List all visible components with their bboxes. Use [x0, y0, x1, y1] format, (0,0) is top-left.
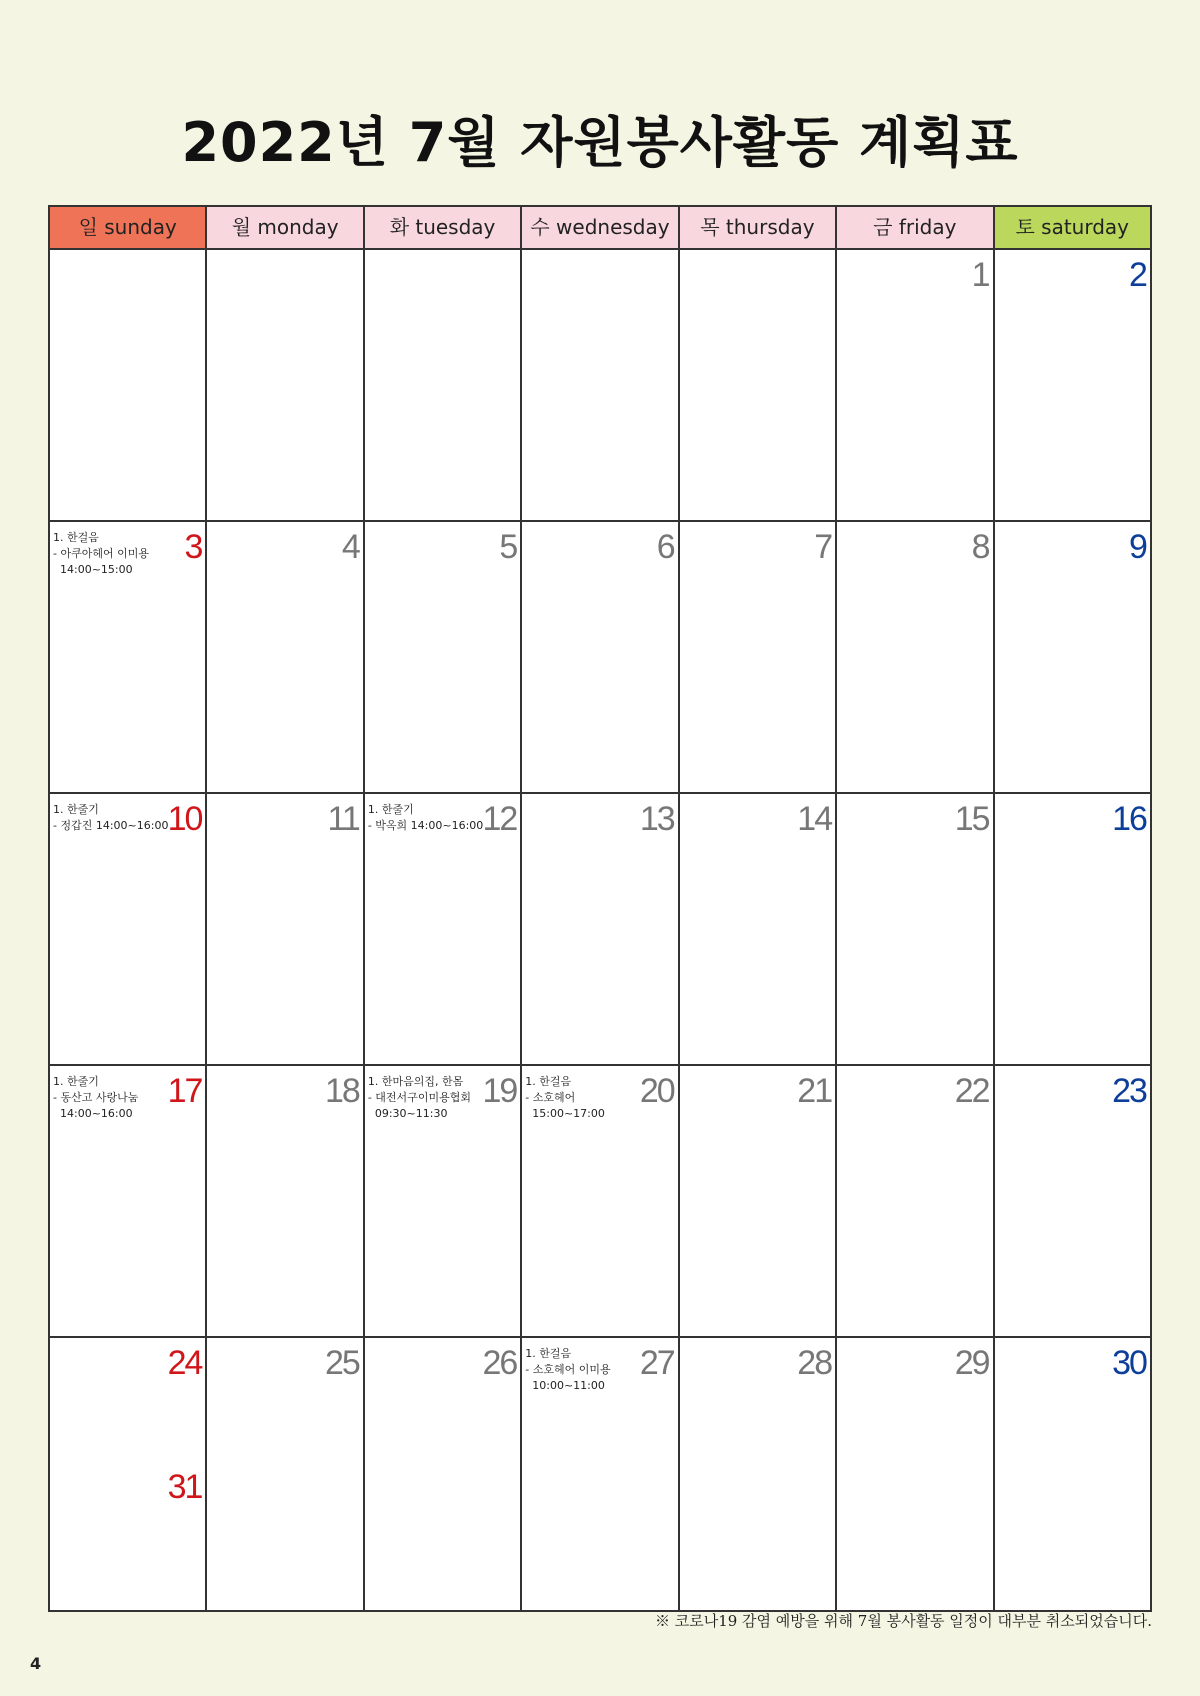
header-wednesday: 수 wednesday: [522, 207, 679, 248]
header-sunday: 일 sunday: [50, 207, 207, 248]
day-cell: [50, 794, 207, 1064]
week-row-2: [50, 522, 1150, 794]
day-cell: [837, 794, 994, 1064]
event-note: 1. 한걸음 - 소호헤어 15:00~17:00: [525, 1075, 605, 1120]
header-friday: 금 friday: [837, 207, 994, 248]
day-cell: [522, 794, 679, 1064]
event-note: 1. 한줄기 - 정갑진 14:00~16:00: [53, 803, 169, 832]
event-note: 1. 한줄기 - 동산고 사랑나눔 14:00~16:00: [53, 1075, 139, 1120]
day-number: 22: [954, 1072, 989, 1110]
week-row-1: [50, 250, 1150, 522]
day-cell: [680, 1066, 837, 1336]
day-number: 1: [971, 256, 989, 294]
day-cell: [837, 1066, 994, 1336]
day-cell: [50, 250, 207, 520]
day-number: 14: [797, 800, 832, 838]
day-number: 15: [954, 800, 989, 838]
day-cell: [680, 1338, 837, 1610]
event-note: 1. 한마음의집, 한몸 - 대전서구이미용협회 09:30~11:30: [367, 1075, 471, 1120]
day-cell: [995, 522, 1150, 792]
day-number: 7: [814, 528, 832, 566]
header-monday: 월 monday: [207, 207, 364, 248]
day-number: 23: [1112, 1072, 1146, 1110]
day-cell: [207, 522, 364, 792]
day-cell: [995, 794, 1150, 1064]
day-cell: [995, 1338, 1150, 1610]
day-number: 10: [167, 800, 202, 838]
day-cell: [365, 794, 522, 1064]
day-cell: [837, 522, 994, 792]
day-cell: [995, 1066, 1150, 1336]
day-cell: [995, 250, 1150, 520]
day-cell: [680, 522, 837, 792]
day-number: 4: [341, 528, 359, 566]
day-cell: [522, 250, 679, 520]
day-number: 20: [639, 1072, 674, 1110]
day-cell: [680, 794, 837, 1064]
day-cell: [522, 1066, 679, 1336]
day-number: 3: [184, 528, 202, 566]
day-number: 19: [482, 1072, 517, 1110]
day-number: 12: [482, 800, 517, 838]
day-number: 26: [482, 1344, 517, 1382]
day-number: 6: [656, 528, 674, 566]
day-number: 11: [327, 800, 359, 838]
footer-notice: ※ 코로나19 감염 예방을 위해 7월 봉사활동 일정이 대부분 취소되었습니다.: [654, 1612, 1152, 1630]
event-note: 1. 한줄기 - 박옥희 14:00~16:00: [367, 803, 484, 832]
day-number: 13: [639, 800, 674, 838]
day-cell: [50, 522, 207, 792]
day-number: 30: [1112, 1344, 1146, 1382]
event-note: 1. 한걸음 - 아쿠아헤어 이미용 14:00~15:00: [53, 531, 149, 576]
day-cell: [365, 1066, 522, 1336]
day-number: 8: [971, 528, 989, 566]
day-number: 2: [1129, 256, 1146, 294]
day-number: 9: [1129, 528, 1146, 566]
page-number: 4: [30, 1654, 42, 1673]
day-cell: [207, 794, 364, 1064]
day-cell: [522, 522, 679, 792]
calendar-grid: [48, 205, 1152, 1612]
header-saturday: 토 saturday: [995, 207, 1150, 248]
day-cell: [365, 522, 522, 792]
day-number: 16: [1112, 800, 1146, 838]
day-number: 29: [954, 1344, 989, 1382]
header-thursday: 목 thursday: [680, 207, 837, 248]
day-number: 25: [325, 1344, 359, 1382]
header-tuesday: 화 tuesday: [365, 207, 522, 248]
day-cell: [207, 250, 364, 520]
day-number: 17: [167, 1072, 202, 1110]
day-cell: [837, 250, 994, 520]
event-note: 1. 한걸음 - 소호헤어 이미용 10:00~11:00: [525, 1347, 611, 1392]
day-number: 5: [499, 528, 517, 566]
day-number: 24: [167, 1344, 202, 1382]
day-cell: [207, 1338, 364, 1610]
day-number: 18: [325, 1072, 359, 1110]
day-cell: [50, 1066, 207, 1336]
week-row-4: [50, 1066, 1150, 1338]
weekday-header-row: [50, 207, 1150, 250]
day-number: 28: [797, 1344, 832, 1382]
day-number: 27: [639, 1344, 674, 1382]
week-row-3: [50, 794, 1150, 1066]
day-cell: [522, 1338, 679, 1610]
day-number: 21: [797, 1072, 832, 1110]
day-cell: [837, 1338, 994, 1610]
day-cell: [680, 250, 837, 520]
day-number-second: 31: [167, 1468, 202, 1506]
day-cell: [50, 1338, 207, 1610]
page-title: 2022년 7월 자원봉사활동 계획표: [181, 111, 1019, 174]
day-cell: [365, 1338, 522, 1610]
day-cell: [207, 1066, 364, 1336]
week-row-5: [50, 1338, 1150, 1610]
day-cell: [365, 250, 522, 520]
